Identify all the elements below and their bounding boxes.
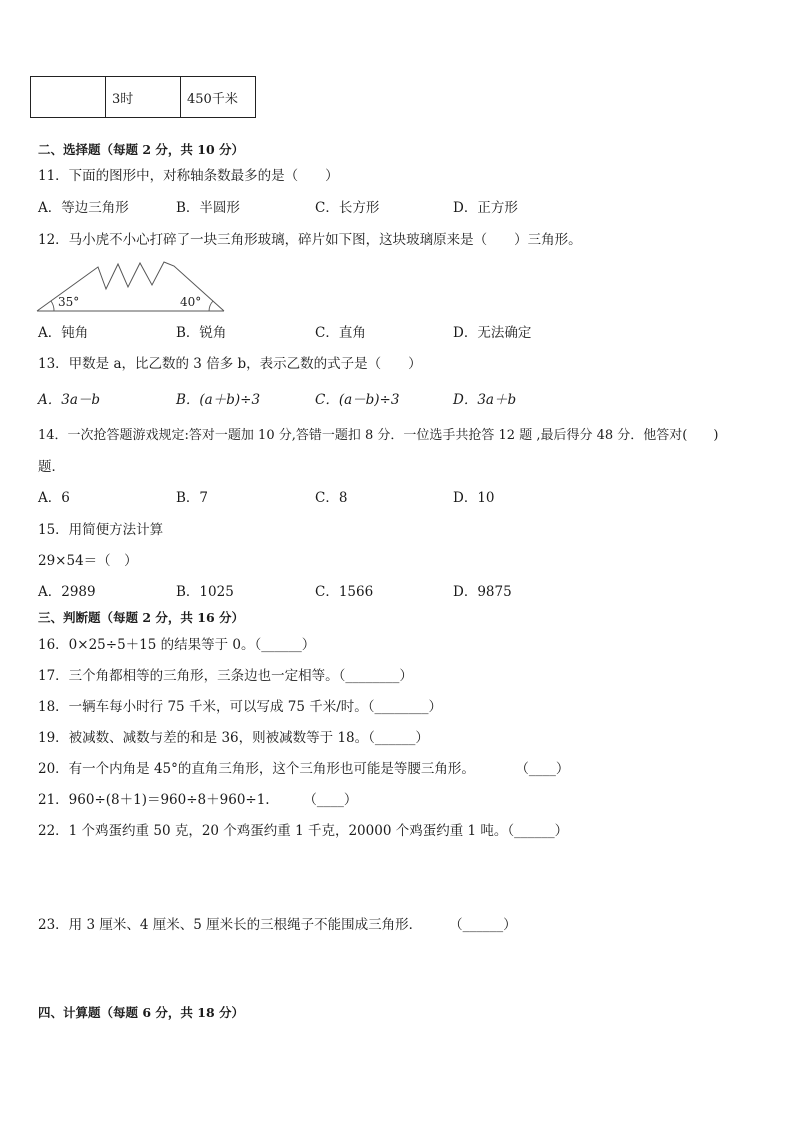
question-17: 17．三个角都相等的三角形，三条边也一定相等。（________） — [38, 668, 413, 684]
table-row — [31, 77, 256, 118]
question-11-stem: 11．下面的图形中，对称轴条数最多的是（ ） — [38, 168, 339, 184]
q13-option-d[interactable]: D．3a＋b — [453, 392, 517, 408]
table-cell — [31, 77, 106, 118]
q15-option-b[interactable]: B．1025 — [176, 584, 234, 600]
question-19: 19．被减数、减数与差的和是 36，则被减数等于 18。（______） — [38, 730, 429, 746]
question-18: 18．一辆车每小时行 75 千米，可以写成 75 千米/时。（________） — [38, 699, 442, 715]
angle-label-right: 40° — [180, 295, 202, 309]
q13-option-c[interactable]: C．(a－b)÷3 — [315, 392, 400, 408]
question-13-stem: 13．甲数是 a，比乙数的 3 倍多 b，表示乙数的式子是（ ） — [38, 356, 422, 372]
q14-option-a[interactable]: A．6 — [38, 490, 70, 506]
table-cell: 450千米 — [181, 77, 256, 118]
q15-option-d[interactable]: D．9875 — [453, 584, 512, 600]
question-14-stem: 14．一次抢答题游戏规定:答对一题加 10 分,答错一题扣 8 分．一位选手共抢答 12 题 ,最后得分 48 分．他答对( ) — [38, 428, 719, 443]
angle-label-left: 35° — [58, 295, 80, 309]
q11-option-d[interactable]: D．正方形 — [453, 200, 518, 216]
question-21: 21．960÷(8＋1)＝960÷8＋960÷1. （____） — [38, 792, 358, 808]
section-title-judge: 三、判断题（每题 2 分，共 16 分） — [38, 610, 245, 625]
q15-option-a[interactable]: A．2989 — [38, 584, 96, 600]
q14-option-c[interactable]: C．8 — [315, 490, 348, 506]
question-20: 20．有一个内角是 45°的直角三角形，这个三角形也可能是等腰三角形。 （____） — [38, 761, 570, 777]
q12-option-d[interactable]: D．无法确定 — [453, 325, 532, 341]
q11-option-a[interactable]: A．等边三角形 — [38, 200, 129, 216]
q14-option-b[interactable]: B．7 — [176, 490, 209, 506]
broken-glass-figure — [36, 259, 230, 315]
q15-option-c[interactable]: C．1566 — [315, 584, 374, 600]
q12-option-a[interactable]: A．钝角 — [38, 325, 89, 341]
question-15-expression: 29×54＝（ ） — [38, 553, 138, 569]
question-12-stem: 12．马小虎不小心打碎了一块三角形玻璃，碎片如下图，这块玻璃原来是（ ）三角形。 — [38, 232, 582, 248]
q11-option-c[interactable]: C．长方形 — [315, 200, 380, 216]
q13-option-b[interactable]: B．(a＋b)÷3 — [176, 392, 261, 408]
q11-option-b[interactable]: B．半圆形 — [176, 200, 240, 216]
speed-table — [30, 76, 256, 118]
question-15-stem: 15．用简便方法计算 — [38, 522, 164, 538]
q14-option-d[interactable]: D．10 — [453, 490, 495, 506]
section-title-calc: 四、计算题（每题 6 分，共 18 分） — [38, 1005, 245, 1020]
section-title-choice: 二、选择题（每题 2 分，共 10 分） — [38, 142, 245, 157]
q12-option-b[interactable]: B．锐角 — [176, 325, 227, 341]
question-14-stem-cont: 题． — [38, 459, 65, 475]
question-22: 22．1 个鸡蛋约重 50 克，20 个鸡蛋约重 1 千克，20000 个鸡蛋约重 1 吨。（______） — [38, 823, 569, 839]
q12-option-c[interactable]: C．直角 — [315, 325, 366, 341]
question-23: 23．用 3 厘米、4 厘米、5 厘米长的三根绳子不能围成三角形． （______） — [38, 917, 517, 933]
table-cell: 3时 — [106, 77, 181, 118]
question-16: 16．0×25÷5＋15 的结果等于 0。（______） — [38, 637, 316, 653]
q13-option-a[interactable]: A．3a－b — [38, 392, 101, 408]
